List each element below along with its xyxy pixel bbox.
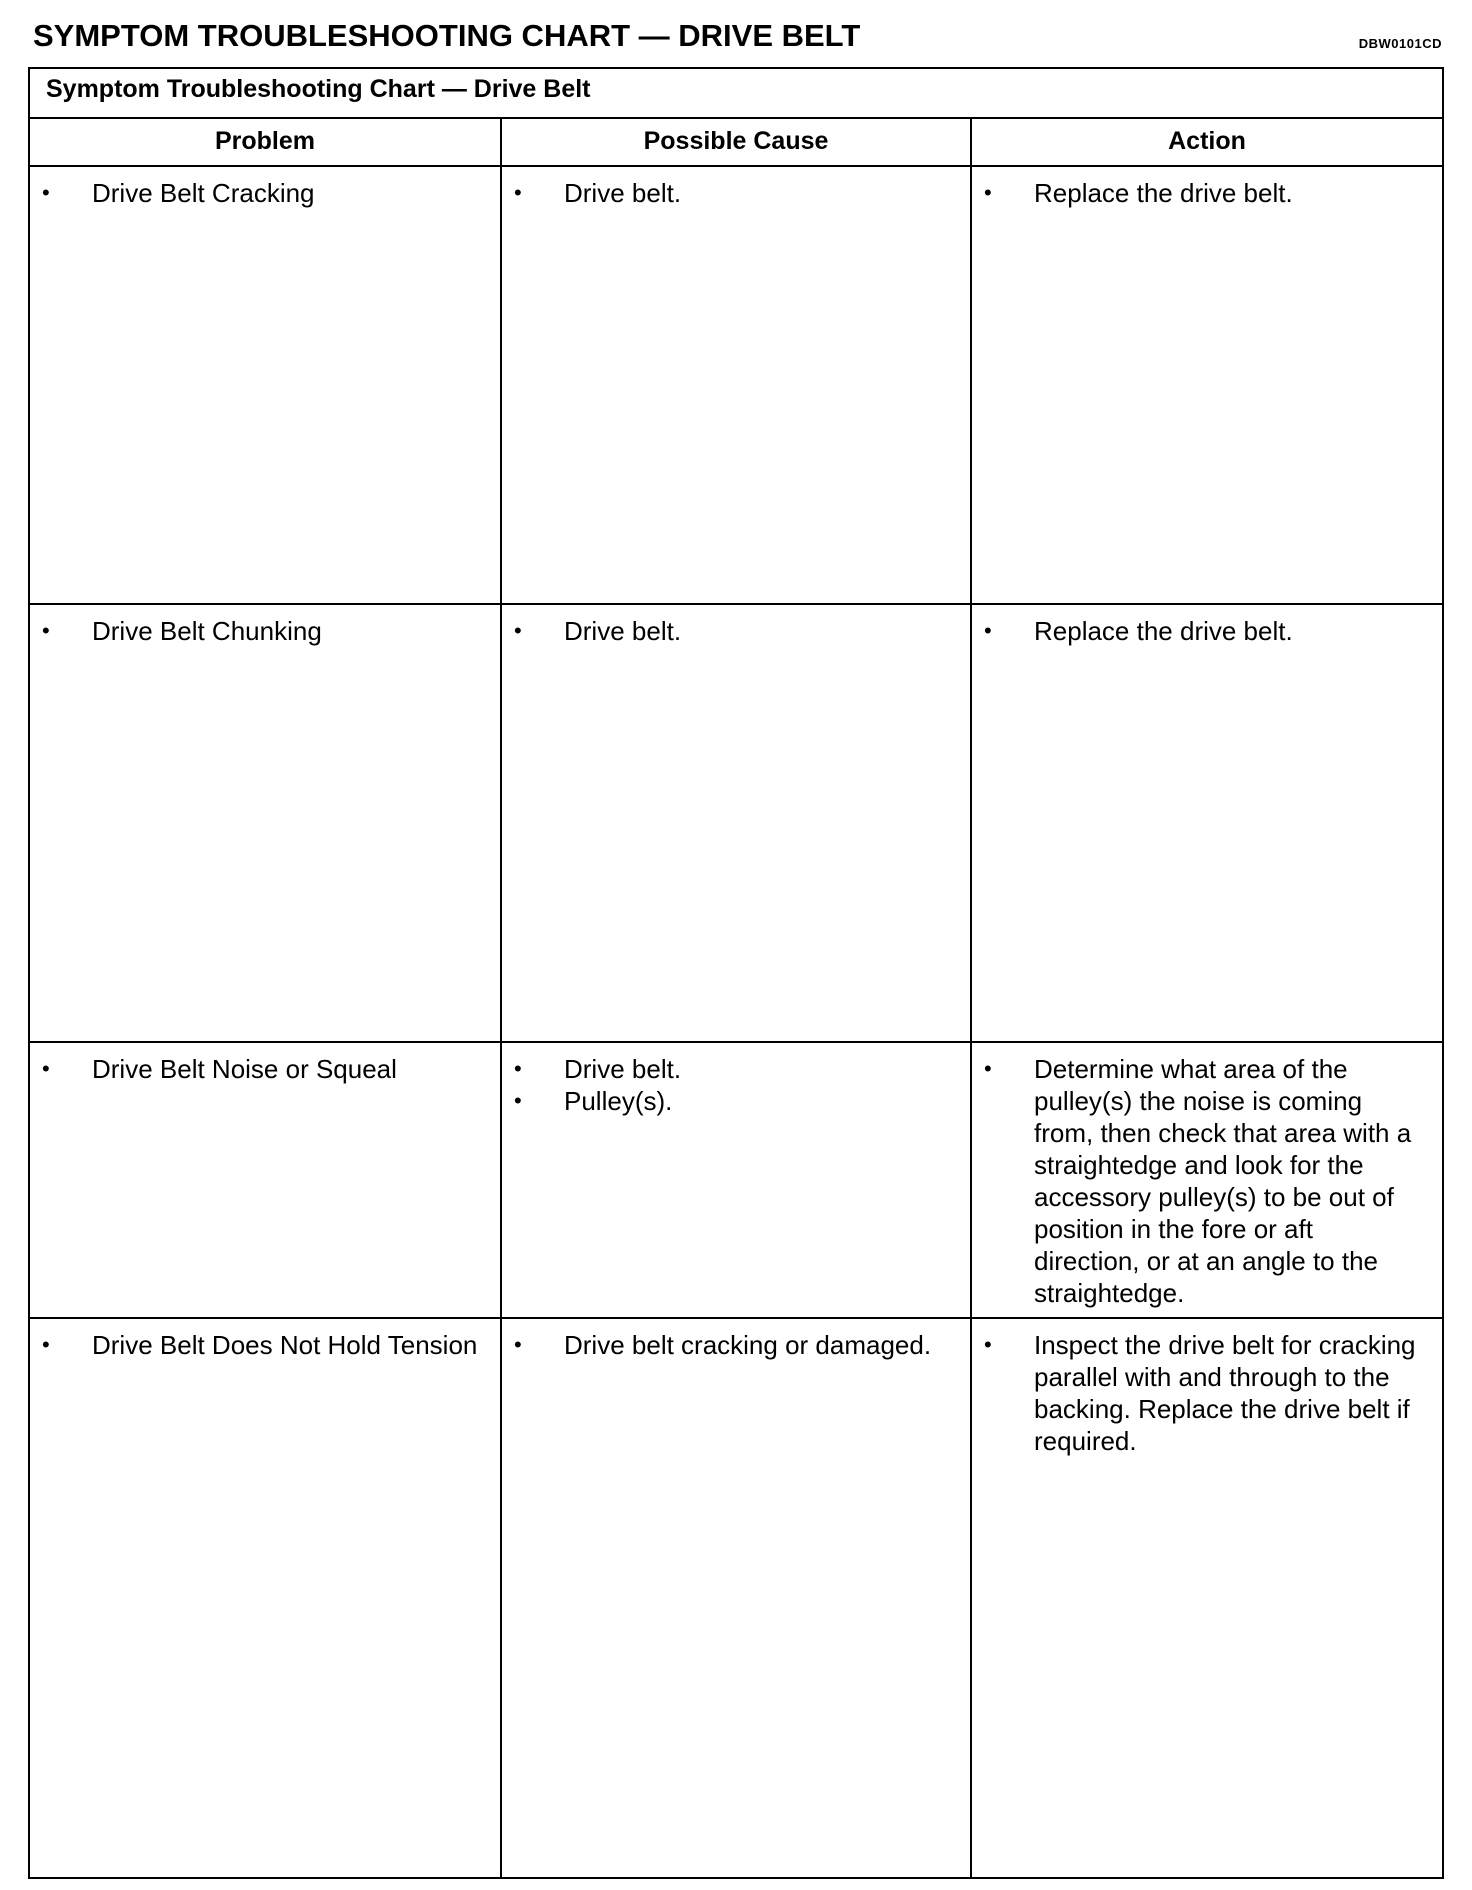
column-header-problem: Problem — [30, 119, 502, 165]
bullet: • — [514, 1056, 522, 1081]
list-item — [42, 177, 480, 209]
bullet: • — [514, 1332, 522, 1357]
action-text: Replace the drive belt. — [1034, 178, 1293, 208]
list-item — [984, 1053, 1422, 1309]
list-item — [42, 1053, 480, 1085]
list-item — [514, 615, 950, 647]
problem-cell — [30, 167, 502, 603]
list-item — [42, 615, 480, 647]
table-row — [30, 1043, 1442, 1319]
action-cell — [972, 167, 1442, 603]
list-item — [984, 177, 1422, 209]
problem-cell — [30, 1043, 502, 1317]
action-text: Replace the drive belt. — [1034, 616, 1293, 646]
cause-cell — [502, 1043, 972, 1317]
table-row — [30, 605, 1442, 1043]
action-cell — [972, 1319, 1442, 1877]
bullet: • — [984, 1056, 992, 1081]
bullet: • — [514, 1088, 522, 1113]
troubleshooting-table — [28, 67, 1444, 1879]
action-cell — [972, 605, 1442, 1041]
list-item — [984, 615, 1422, 647]
list-item — [514, 177, 950, 209]
table-header-row — [30, 119, 1442, 167]
cause-cell — [502, 1319, 972, 1877]
action-text: Determine what area of the pulley(s) the noise is coming from, then check that area with a straightedge and look for the accessory pulley(s) to be out of position in the fore or aft direction, or at an angle to the straightedge. — [1034, 1054, 1412, 1308]
list-item — [514, 1053, 950, 1085]
bullet: • — [42, 1056, 50, 1081]
action-cell — [972, 1043, 1442, 1317]
list-item — [514, 1329, 950, 1361]
bullet: • — [514, 618, 522, 643]
bullet: • — [984, 180, 992, 205]
problem-text: Drive Belt Cracking — [92, 178, 315, 208]
column-header-possible-cause: Possible Cause — [502, 119, 972, 165]
list-item — [514, 1085, 950, 1117]
table-row — [30, 167, 1442, 605]
bullet: • — [514, 180, 522, 205]
cause-cell — [502, 605, 972, 1041]
document-code: DBW0101CD — [1358, 36, 1442, 51]
page-title: SYMPTOM TROUBLESHOOTING CHART — DRIVE BELT — [33, 18, 861, 53]
table-caption: Symptom Troubleshooting Chart — Drive Belt — [30, 69, 1442, 119]
bullet: • — [42, 180, 50, 205]
bullet: • — [984, 618, 992, 643]
cause-text: Drive belt. — [564, 1054, 682, 1084]
cause-text: Drive belt. — [564, 178, 682, 208]
table-row — [30, 1319, 1442, 1877]
cause-text: Pulley(s). — [564, 1086, 673, 1116]
problem-text: Drive Belt Noise or Squeal — [92, 1054, 397, 1084]
problem-cell — [30, 1319, 502, 1877]
problem-cell — [30, 605, 502, 1041]
list-item — [42, 1329, 480, 1361]
column-header-action: Action — [1168, 127, 1246, 155]
bullet: • — [984, 1332, 992, 1357]
cause-cell — [502, 167, 972, 603]
bullet: • — [42, 1332, 50, 1357]
bullet: • — [42, 618, 50, 643]
problem-text: Drive Belt Does Not Hold Tension — [92, 1330, 478, 1360]
cause-text: Drive belt cracking or damaged. — [564, 1330, 932, 1360]
cause-text: Drive belt. — [564, 616, 682, 646]
problem-text: Drive Belt Chunking — [92, 616, 322, 646]
list-item — [984, 1329, 1422, 1457]
action-text: Inspect the drive belt for cracking parallel with and through to the backing. Replace the drive belt if required. — [1034, 1330, 1416, 1456]
